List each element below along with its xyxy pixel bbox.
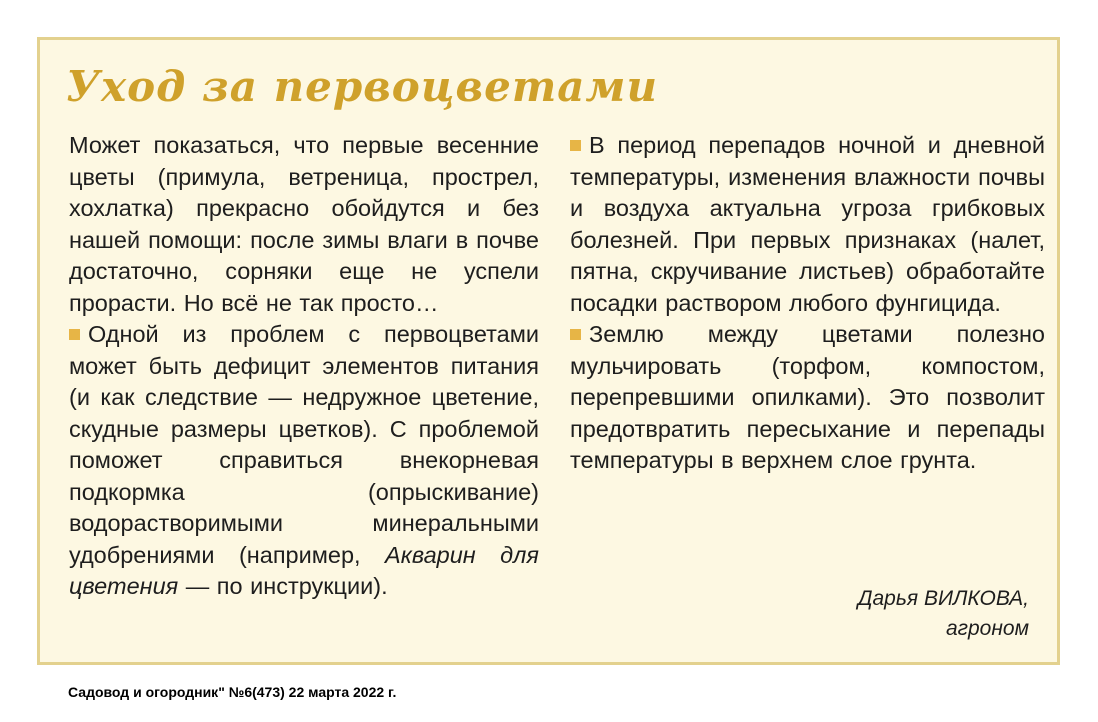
paragraph-intro [69, 130, 539, 319]
article-column-left [69, 130, 539, 603]
article-column-right [570, 130, 1045, 477]
author-name: Дарья ВИЛКОВА, [857, 587, 1029, 610]
paragraph-mulch [570, 319, 1045, 477]
paragraph-fungal [570, 130, 1045, 319]
paragraph-nutrition [69, 319, 539, 603]
square-bullet-icon [570, 140, 581, 151]
paragraph-mulch-text: Землю между цветами полезно мульчировать (торфом, компостом, перепревшими опилками). Это позволит предотвратить пересыхание и перепады температуры в верхнем слое грунта. [570, 321, 1045, 473]
product-name: Акварин для цветения [69, 541, 539, 599]
paragraph-fungal-text: В период перепадов ночной и дневной температуры, изменения влажности почвы и воздуха актуальна угроза грибковых болезней. При первых признаках (налет, пятна, скручивание листьев) обработайте посадки раствором любого фунгицида. [570, 132, 1045, 316]
author-role: агроном [945, 617, 1029, 640]
article-title: Уход за первоцветами [66, 62, 658, 111]
article-card [37, 37, 1060, 665]
square-bullet-icon [570, 329, 581, 340]
paragraph-nutrition-text: Одной из проблем с первоцветами может быть дефицит элементов питания (и как следствие — недружное цветение, скудные размеры цветков). С проблемой поможет справиться внекорневая подкормка (опрыскивание) водорастворимыми минеральными удобрениями (например, [69, 321, 539, 568]
author-signature [858, 584, 1029, 644]
source-caption: Садовод и огородник" №6(473) 22 марта 2022 г. [68, 684, 397, 700]
paragraph-intro-text: Может показаться, что первые весенние цветы (примула, ветреница, прострел, хохлатка) прекрасно обойдутся и без нашей помощи: после зимы влаги в почве достаточно, сорняки еще не успели прорасти. Но всё не так просто… [69, 132, 539, 316]
square-bullet-icon [69, 329, 80, 340]
paragraph-nutrition-end: — по инструкции). [178, 573, 388, 599]
